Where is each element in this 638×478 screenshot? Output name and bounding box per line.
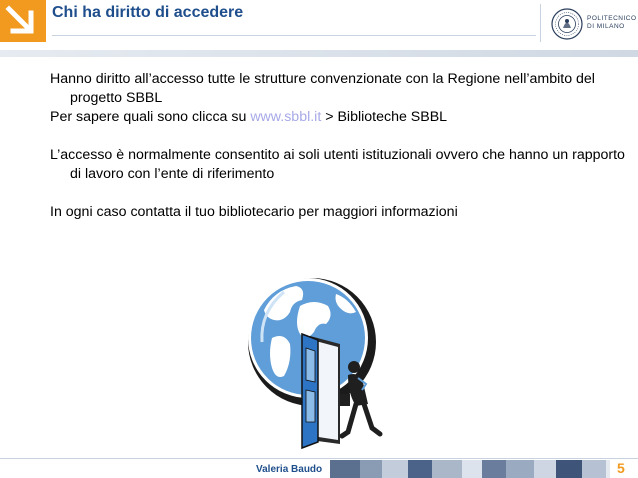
footer-color-block xyxy=(606,460,610,478)
footer-color-block xyxy=(330,460,360,478)
globe-door-person-icon xyxy=(244,272,394,452)
footer-color-block xyxy=(556,460,582,478)
footer-color-bar xyxy=(330,460,610,478)
footer-divider xyxy=(0,458,638,459)
polimi-seal-icon xyxy=(551,8,583,40)
arrow-down-right-icon xyxy=(0,0,46,42)
paragraph-contact-librarian: In ogni caso contatta il tuo bibliotecario per maggiori informazioni xyxy=(50,204,458,220)
footer-color-block xyxy=(534,460,556,478)
how-to-check-prefix: Per sapere quali sono clicca su xyxy=(50,109,251,125)
polimi-logo-text: POLITECNICO DI MILANO xyxy=(587,15,637,30)
polimi-logo xyxy=(551,8,636,44)
page-number: 5 xyxy=(617,460,625,476)
how-to-check-suffix: > Biblioteche SBBL xyxy=(321,109,448,125)
footer-color-block xyxy=(360,460,382,478)
title-divider xyxy=(52,35,536,36)
paragraph-eligibility: Hanno diritto all’accesso tutte le strutture convenzionate con la Regione nell’ambito del progetto SBBL xyxy=(50,71,595,106)
spacer xyxy=(50,127,625,146)
footer-color-block xyxy=(432,460,462,478)
footer-color-block xyxy=(482,460,506,478)
header-band xyxy=(0,50,638,57)
sbbl-link[interactable]: www.sbbl.it xyxy=(250,109,322,125)
page-title: Chi ha diritto di accedere xyxy=(52,4,244,21)
footer-color-block xyxy=(506,460,534,478)
spacer xyxy=(50,184,625,203)
paragraph-how-to-check xyxy=(50,108,625,127)
footer-color-block xyxy=(462,460,482,478)
slide-content xyxy=(50,70,625,222)
footer-color-block xyxy=(408,460,432,478)
header-separator xyxy=(540,4,541,42)
footer-author: Valeria Baudo xyxy=(256,464,323,475)
footer-color-block xyxy=(382,460,408,478)
paragraph-institutional-access: L’accesso è normalmente consentito ai soli utenti istituzionali ovvero che hanno un rapporto di lavoro con l’ente di riferimento xyxy=(50,147,625,182)
footer-color-block xyxy=(582,460,606,478)
